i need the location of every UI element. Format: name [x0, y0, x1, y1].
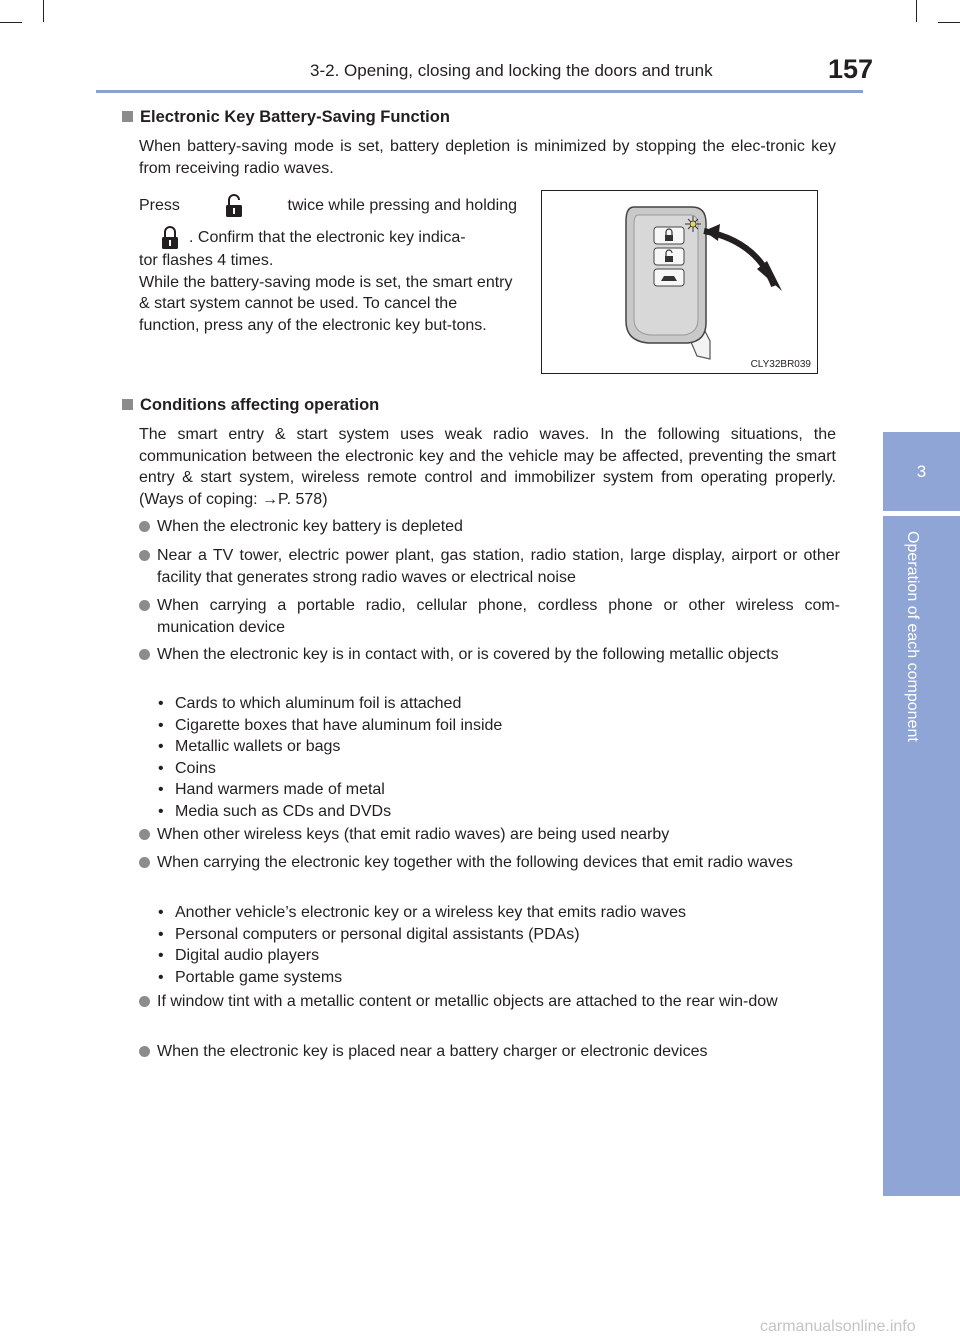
bullet-dot-icon — [139, 649, 150, 660]
sub-list-item: • Personal computers or personal digital assistants (PDAs) — [158, 926, 580, 943]
sub-list-item: • Cigarette boxes that have aluminum foil inside — [158, 717, 503, 734]
section-square-icon — [122, 111, 133, 122]
bullet-dot-icon — [139, 857, 150, 868]
chapter-header-title: 3-2. Opening, closing and locking the doors and trunk — [310, 61, 713, 80]
list-item: If window tint with a metallic content or metallic objects are attached to the rear win-dow — [139, 991, 840, 1013]
section-title-battery-saving: Electronic Key Battery-Saving Function — [122, 108, 450, 127]
sub-list-item: • Cards to which aluminum foil is attached — [158, 695, 462, 712]
list-item: When carrying the electronic key together with the following devices that emit radio waves — [139, 852, 840, 874]
chapter-tab — [883, 516, 960, 1196]
list-item: When the electronic key is placed near a battery charger or electronic devices — [139, 1041, 840, 1063]
bullet-dot-icon — [139, 1046, 150, 1057]
crop-mark — [916, 0, 917, 22]
sub-list-item: • Portable game systems — [158, 969, 343, 986]
crop-mark — [938, 22, 960, 23]
sub-list-item: • Media such as CDs and DVDs — [158, 803, 392, 820]
sub-list-item: • Another vehicle’s electronic key or a wireless key that emits radio waves — [158, 904, 687, 921]
watermark: carmanualsonline.info — [760, 1318, 916, 1335]
press-instruction: Press twice while pressing and holding . Confirm that the electronic key indica- tor flashes 4 times. While the battery-saving mode is set, the smart entry & start system cannot be used. To cancel the function, press any of the electronic key but-tons. — [139, 194, 517, 336]
sub-list-item: • Hand warmers made of metal — [158, 781, 385, 798]
chapter-tab-number: 3 — [883, 432, 960, 511]
header-rule — [96, 90, 863, 93]
section-title-conditions: Conditions affecting operation — [122, 396, 379, 415]
lock-icon — [159, 226, 181, 250]
list-item: When the electronic key is in contact with, or is covered by the following metallic objects — [139, 644, 840, 666]
figure-code: CLY32BR039 — [750, 359, 811, 370]
sub-list-item: • Coins — [158, 760, 216, 777]
sub-list-item: • Metallic wallets or bags — [158, 738, 341, 755]
list-item: When carrying a portable radio, cellular phone, cordless phone or other wireless com-munication device — [139, 595, 840, 638]
bullet-dot-icon — [139, 996, 150, 1007]
page-number: 157 — [828, 54, 874, 84]
list-item: When other wireless keys (that emit radio waves) are being used nearby — [139, 824, 840, 846]
crop-mark — [0, 22, 22, 23]
electronic-key-figure — [541, 190, 818, 374]
electronic-key-illustration — [542, 191, 817, 373]
battery-saving-intro: When battery-saving mode is set, battery depletion is minimized by stopping the elec-tronic key from receiving radio waves. — [139, 138, 836, 177]
conditions-intro: The smart entry & start system uses weak radio waves. In the following situations, the communication between the electronic key and the vehicle may be affected, preventing the smart entry & start system, wireless remote control and immobilizer system from operating properly. (Ways of coping: →P. 578) — [139, 426, 836, 508]
bullet-dot-icon — [139, 521, 150, 532]
bullet-dot-icon — [139, 829, 150, 840]
crop-mark — [43, 0, 44, 22]
bullet-dot-icon — [139, 550, 150, 561]
unlock-icon — [223, 194, 245, 218]
chapter-tab-title: Operation of each component — [904, 531, 921, 742]
sub-list-item: • Digital audio players — [158, 947, 320, 964]
list-item: When the electronic key battery is depleted — [139, 516, 840, 538]
list-item: Near a TV tower, electric power plant, gas station, radio station, large display, airport or other facility that generates strong radio waves or electrical noise — [139, 545, 840, 588]
bullet-dot-icon — [139, 600, 150, 611]
section-square-icon — [122, 399, 133, 410]
